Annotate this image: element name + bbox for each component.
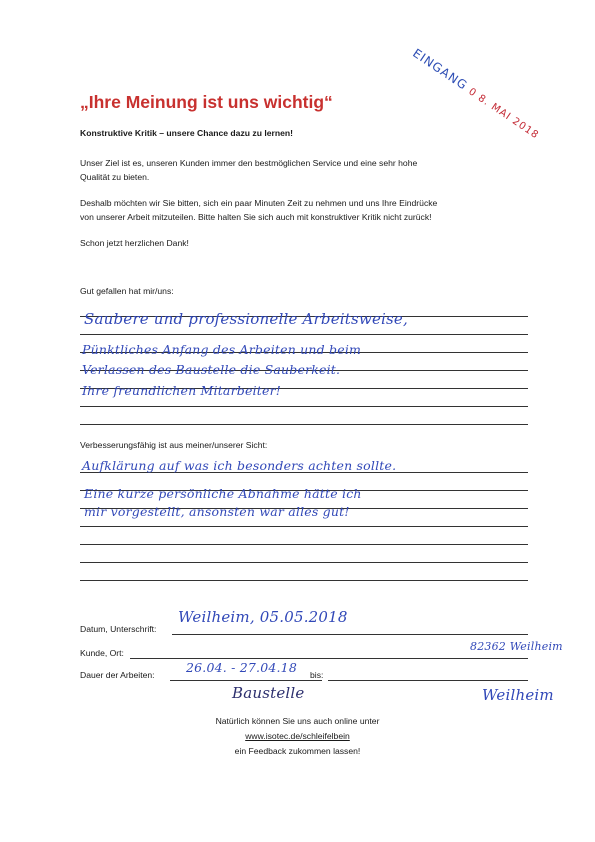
answer-line xyxy=(80,580,528,581)
answer-line xyxy=(80,334,528,335)
duration-bis-line xyxy=(328,680,528,681)
positive-answer-line-4: Ihre freundlichen Mitarbeiter! xyxy=(82,383,281,398)
date-signature-line xyxy=(172,634,528,635)
intro-2-line-2: von unserer Arbeit mitzuteilen. Bitte halten Sie sich auch mit konstruktiver Kritik nicht zurück! xyxy=(80,212,432,222)
stamp-date: 0 8. MAI 2018 xyxy=(466,86,541,142)
improve-answer-line-3: mir vorgestellt, ansonsten war alles gut! xyxy=(84,504,350,519)
intro-paragraph-3 xyxy=(80,236,530,250)
improve-answer-line-2: Eine kurze persönliche Abnahme hätte ich xyxy=(84,486,362,501)
intro-1-line-1: Unser Ziel ist es, unseren Kunden immer den bestmöglichen Service und eine sehr hohe xyxy=(80,158,418,168)
intro-3-line-1: Schon jetzt herzlichen Dank! xyxy=(80,238,189,248)
footer-link[interactable]: www.isotec.de/schleifelbein xyxy=(245,731,350,741)
note-baustelle: Baustelle xyxy=(232,684,305,702)
form-title: „Ihre Meinung ist uns wichtig“ xyxy=(80,92,333,112)
duration-bis-label: bis: xyxy=(310,670,324,680)
answer-line xyxy=(80,406,528,407)
answer-line xyxy=(80,562,528,563)
duration-value: 26.04. - 27.04.18 xyxy=(186,660,297,675)
footer-line-3: ein Feedback zukommen lassen! xyxy=(234,746,361,756)
duration-label: Dauer der Arbeiten: xyxy=(80,670,155,680)
intro-paragraph-2 xyxy=(80,196,530,224)
positive-label: Gut gefallen hat mir/uns: xyxy=(80,286,174,296)
received-stamp xyxy=(410,46,542,142)
answer-line xyxy=(80,424,528,425)
duration-line xyxy=(170,680,322,681)
customer-label: Kunde, Ort: xyxy=(80,648,124,658)
positive-answer-line-1: Saubere und professionelle Arbeitsweise, xyxy=(84,310,408,328)
form-subtitle: Konstruktive Kritik – unsere Chance dazu zu lernen! xyxy=(80,128,293,138)
improve-answer-line-1: Aufklärung auf was ich besonders achten sollte. xyxy=(82,458,397,473)
intro-1-line-2: Qualität zu bieten. xyxy=(80,172,150,182)
note-weilheim: Weilheim xyxy=(482,686,554,704)
intro-2-line-1: Deshalb möchten wir Sie bitten, sich ein paar Minuten Zeit zu nehmen und uns Ihre Eindrücke xyxy=(80,198,438,208)
footer-line-1: Natürlich können Sie uns auch online unter xyxy=(215,716,380,726)
customer-value: 82362 Weilheim xyxy=(470,640,563,653)
positive-answer-line-2: Pünktliches Anfang des Arbeiten und beim xyxy=(82,342,362,357)
customer-line xyxy=(130,658,528,659)
footer-link-wrap xyxy=(0,731,595,741)
answer-line xyxy=(80,544,528,545)
stamp-label: EINGANG xyxy=(410,46,471,93)
improve-label: Verbesserungsfähig ist aus meiner/unserer Sicht: xyxy=(80,440,268,450)
intro-paragraph-1 xyxy=(80,156,530,184)
date-signature-label: Datum, Unterschrift: xyxy=(80,624,157,634)
date-signature-value: Weilheim, 05.05.2018 xyxy=(178,608,348,626)
answer-line xyxy=(80,526,528,527)
positive-answer-line-3: Verlassen des Baustelle die Sauberkeit. xyxy=(82,362,341,377)
